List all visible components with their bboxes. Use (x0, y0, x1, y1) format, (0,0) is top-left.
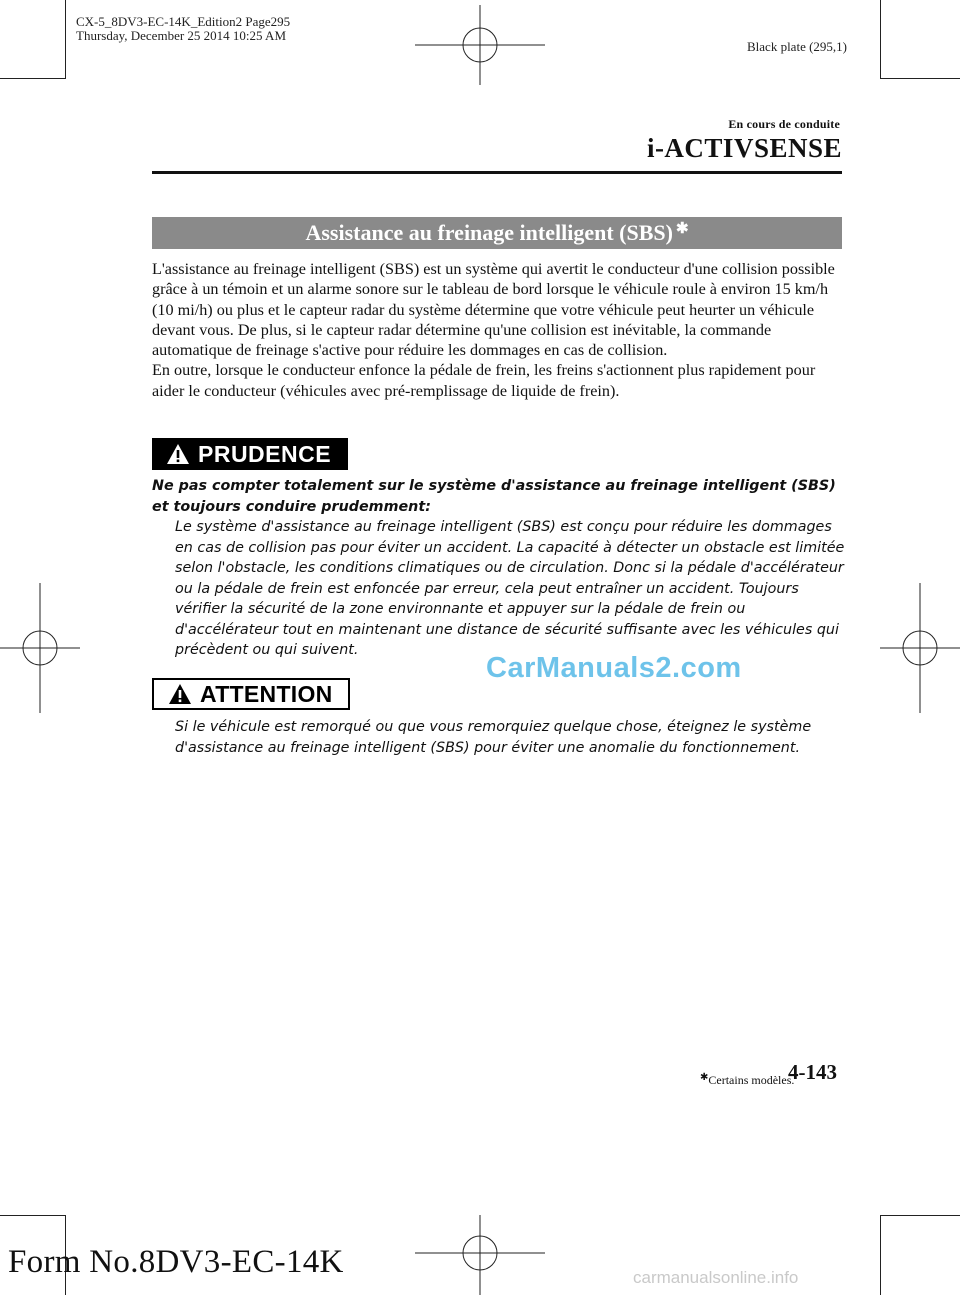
watermark: CarManuals2.com (486, 652, 742, 684)
print-file-line: CX-5_8DV3-EC-14K_Edition2 Page295 (76, 14, 291, 29)
prudence-lead: Ne pas compter totalement sur le système d'assistance au freinage intelligent (SBS) et toujours conduire prudemment: (152, 478, 836, 515)
attention-label-text: ATTENTION (200, 680, 333, 707)
crop-mark (880, 78, 960, 79)
body-paragraph: En outre, lorsque le conducteur enfonce la pédale de frein, les freins s'actionnent plus rapidement pour aider le conducteur (véhicules avec pré-remplissage de liquide de frein). (152, 361, 816, 400)
prudence-label (152, 438, 348, 470)
page-number: 4-143 (788, 1060, 837, 1084)
model-star-icon: ✱ (675, 220, 689, 237)
crop-mark (880, 0, 881, 78)
crop-mark (65, 0, 66, 78)
crop-mark (0, 78, 66, 79)
footnote-star-icon: ✱ (700, 1072, 709, 1083)
running-section: En cours de conduite (728, 117, 840, 131)
crop-mark (0, 1215, 66, 1216)
footnote-text: Certains modèles. (708, 1073, 795, 1087)
body-text (152, 259, 842, 401)
section-heading: Assistance au freinage intelligent (SBS) (305, 220, 673, 245)
footnote (700, 1072, 794, 1088)
warning-triangle-icon (168, 683, 192, 705)
header-rule (152, 171, 842, 174)
body-paragraph: L'assistance au freinage intelligent (SBS) est un système qui avertit le conducteur d'une collision possible grâce à un témoin et un alarme sonore sur le tableau de bord lorsque le véhicule roule à environ 15 km/h (10 mi/h) ou plus et le capteur radar du système détermine que votre véhicule peut heurter un véhicule devant vous. De plus, si le capteur radar détermine qu'une collision est inévitable, la commande automatique de freinage s'active pour réduire les dommages en cas de collision. (152, 260, 835, 360)
form-number: Form No.8DV3-EC-14K (8, 1244, 344, 1280)
running-title: i-ACTIVSENSE (646, 133, 842, 163)
registration-mark-left-icon (0, 583, 80, 713)
crop-mark (880, 1215, 960, 1216)
crop-mark (880, 1215, 881, 1295)
prudence-label-text: PRUDENCE (198, 440, 332, 467)
attention-text: Si le véhicule est remorqué ou que vous remorquiez quelque chose, éteignez le système d'assistance au freinage intelligent (SBS) pour éviter une anomalie du fonctionnement. (175, 719, 812, 756)
registration-mark-bottom-icon (415, 1215, 545, 1295)
registration-mark-top-icon (415, 5, 545, 85)
plate-label: Black plate (295,1) (747, 39, 847, 54)
prudence-text: Le système d'assistance au freinage intelligent (SBS) est conçu pour réduire les dommages en cas de collision pas pour éviter un accident. La capacité à détecter un obstacle est limitée selon l'obstacle, les conditions climatiques ou de circulation. Donc si la pédale d'accélérateur ou la pédale de frein est enfoncée par erreur, cela peut entraîner un accident. Toujours vérifier la sécurité de la zone environnante et appuyer sur la pédale de frein ou d'accélérateur tout en maintenant une distance de sécurité suffisante avec les véhicules qui précèdent ou qui suivent. (175, 519, 845, 658)
warning-triangle-icon (166, 443, 190, 465)
attention-label (152, 678, 350, 710)
section-heading-bar (152, 217, 842, 249)
registration-mark-right-icon (880, 583, 960, 713)
site-watermark: carmanualsonline.info (633, 1268, 799, 1287)
print-date-line: Thursday, December 25 2014 10:25 AM (76, 28, 287, 43)
